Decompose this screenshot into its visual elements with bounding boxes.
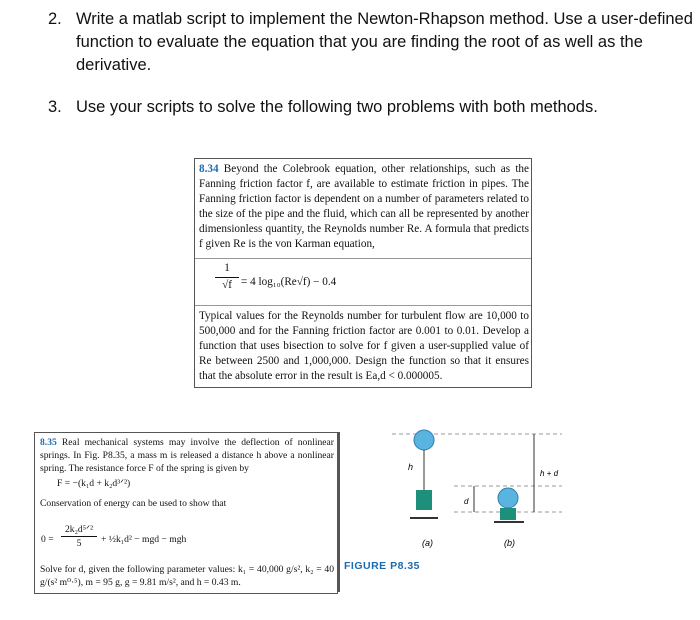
divider-top [195, 258, 531, 259]
figure-caption: FIGURE P8.35 [344, 560, 421, 572]
problem-8-34 [194, 158, 532, 388]
spring-b [500, 508, 516, 520]
question-3-text: Use your scripts to solve the following two problems with both methods. [76, 98, 598, 116]
mass-a [414, 430, 434, 450]
equation-rhs: = 4 log₁₀(Re√f) − 0.4 [241, 276, 337, 288]
problem-8-35 [34, 432, 338, 594]
figure-p8-35 [384, 426, 564, 564]
equation-lhs-numerator: 1 [224, 262, 230, 274]
eq2-fraction [61, 523, 97, 550]
problem-8-34-intro [199, 162, 529, 252]
problem-8-34-intro-text: Beyond the Colebrook equation, other relationships, such as the Fanning friction factor f, are available to estimate friction in pipes. The Fanning friction factor is dependent on a number of parameters related to the size of the pipe and the fluid, which can all be represented by another dimensionless quantity, the Reynolds number Re. A formula that predicts f given Re is the von Karman equation, [199, 163, 529, 250]
problem-8-35-eq1: F = −(k₁d + k₂d³ᐟ²) [57, 478, 131, 489]
question-3 [48, 96, 698, 120]
problem-8-35-eq2 [41, 523, 341, 553]
spring-a [416, 490, 432, 510]
problem-8-34-body: Typical values for the Reynolds number for turbulent flow are 10,000 to 500,000 and for the Fanning friction factor are 0.001 to 0.01. Develop a function that uses bisection to solve for f given a user-supplied value of Re between 2500 and 1,000,000. Design the function so that it ensures that the absolute error in the result is Ea,d < 0.000005. [199, 310, 529, 382]
question-2-number: 2. [48, 10, 62, 28]
label-d: d [464, 497, 469, 506]
problem-8-35-number: 8.35 [40, 437, 57, 448]
eq2-denominator: 5 [61, 536, 97, 550]
problem-8-35-conservation: Conservation of energy can be used to show that [40, 498, 227, 509]
problem-8-35-intro [40, 436, 334, 475]
problem-8-35-solve: Solve for d, given the following parameter values: k₁ = 40,000 g/s², k₂ = 40 g/(s² m⁰·⁵), m = 95 g, g = 9.81 m/s², and h = 0.43 m. [40, 564, 334, 588]
mass-b [498, 488, 518, 508]
eq2-lead: 0 = [41, 534, 54, 545]
label-hd: h + d [540, 469, 559, 478]
problem-8-35-intro-text: Real mechanical systems may involve the deflection of nonlinear springs. In Fig. P8.35, a mass m is released a distance h above a nonlinear spring. The resistance force F of the spring is given by [40, 437, 334, 474]
question-2 [48, 8, 698, 78]
figure-divider [338, 432, 340, 592]
eq2-tail: + ½k₁d² − mgd − mgh [101, 534, 187, 545]
equation-lhs-denominator: √f [215, 277, 239, 293]
question-3-number: 3. [48, 98, 62, 116]
label-b: (b) [504, 538, 515, 548]
question-2-text: Write a matlab script to implement the Newton-Rhapson method. Use a user-defined function to evaluate the equation that you are finding the root of as well as the derivative. [76, 10, 693, 74]
label-h: h [408, 462, 414, 472]
equation-lhs [209, 261, 245, 297]
label-a: (a) [422, 538, 433, 548]
eq2-numerator: 2k₂d⁵ᐟ² [64, 524, 94, 535]
problem-8-34-number: 8.34 [199, 163, 219, 175]
divider-bottom [195, 305, 531, 306]
